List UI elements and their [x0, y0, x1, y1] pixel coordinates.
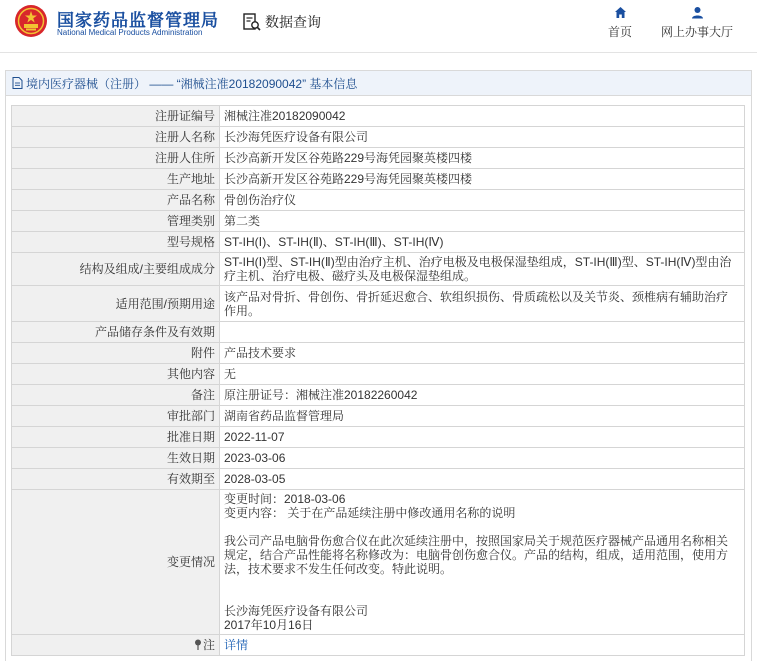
- table-row: [12, 364, 745, 385]
- table-row: [12, 448, 745, 469]
- nav-online-hall[interactable]: [657, 6, 737, 40]
- table-row: [12, 406, 745, 427]
- national-emblem-icon: [14, 4, 48, 38]
- document-search-icon: [242, 12, 262, 32]
- panel-title-text: 境内医疗器械（注册） —— “湘械注准20182090042” 基本信息: [26, 76, 358, 91]
- row-value: 长沙高新开发区谷苑路229号海凭园聚英楼四楼: [220, 148, 745, 169]
- row-value: 2022-11-07: [220, 427, 745, 448]
- details-link[interactable]: 详情: [224, 638, 249, 652]
- note-label-cell: [12, 635, 220, 656]
- detail-table: [11, 105, 745, 656]
- nav-online-hall-label: 网上办事大厅: [660, 25, 733, 39]
- row-value: 第二类: [220, 211, 745, 232]
- row-value: 该产品对骨折、骨创伤、骨折延迟愈合、软组织损伤、骨质疏松以及关节炎、颈椎病有辅助治疗作用。: [220, 286, 745, 322]
- table-row: [12, 469, 745, 490]
- row-label: 批准日期: [12, 427, 220, 448]
- table-row: [12, 169, 745, 190]
- table-row: [12, 490, 745, 635]
- row-value: ST-IH(Ⅰ)型、ST-IH(Ⅱ)型由治疗主机、治疗电极及电极保湿垫组成，ST-IH(Ⅲ)型、ST-IH(Ⅳ)型由治疗主机、治疗电极、磁疗头及电极保湿垫组成。: [220, 253, 745, 286]
- table-row: [12, 322, 745, 343]
- row-label: 备注: [12, 385, 220, 406]
- row-value: 无: [220, 364, 745, 385]
- row-value: ST-IH(Ⅰ)、ST-IH(Ⅱ)、ST-IH(Ⅲ)、ST-IH(Ⅳ): [220, 232, 745, 253]
- table-row: [12, 127, 745, 148]
- table-row: [12, 385, 745, 406]
- user-icon: [691, 6, 704, 19]
- site-name-en: National Medical Products Administration: [57, 28, 203, 37]
- row-value: 湘械注准20182090042: [220, 106, 745, 127]
- row-label: 适用范围/预期用途: [12, 286, 220, 322]
- table-row: [12, 343, 745, 364]
- change-history-value: 变更时间：2018-03-06 变更内容： 关于在产品延续注册中修改通用名称的说明 我公司产品电脑骨伤愈合仪在此次延续注册中，按照国家局关于规范医疗器械产品通用名称相关规定，结合产品性能将名称修改为：电脑骨创伤愈合仪。产品的结构，组成，适用范围，使用方法，技术要求不发生任何改变。特此说明。 长沙海凭医疗设备有限公司 2017年10月16日: [220, 490, 745, 635]
- site-header: [0, 0, 757, 52]
- table-row: [12, 286, 745, 322]
- header-divider: [0, 52, 757, 53]
- table-row: [12, 106, 745, 127]
- data-query-label: 数据查询: [265, 14, 321, 30]
- row-value: 2028-03-05: [220, 469, 745, 490]
- table-row: [12, 211, 745, 232]
- table-row: [12, 635, 745, 656]
- row-value: 湖南省药品监督管理局: [220, 406, 745, 427]
- row-value: 骨创伤治疗仪: [220, 190, 745, 211]
- nav-home[interactable]: [605, 6, 635, 40]
- pin-icon: [194, 639, 202, 650]
- home-icon: [614, 6, 627, 19]
- panel-title: [6, 71, 751, 96]
- info-panel: [5, 70, 752, 661]
- row-label: 有效期至: [12, 469, 220, 490]
- row-label: 注册证编号: [12, 106, 220, 127]
- data-query-link[interactable]: [242, 10, 321, 34]
- row-label: 生产地址: [12, 169, 220, 190]
- row-label: 产品储存条件及有效期: [12, 322, 220, 343]
- row-value: 2023-03-06: [220, 448, 745, 469]
- row-value: 长沙海凭医疗设备有限公司: [220, 127, 745, 148]
- row-label: 产品名称: [12, 190, 220, 211]
- table-row: [12, 427, 745, 448]
- table-row: [12, 232, 745, 253]
- row-label: 结构及组成/主要组成成分: [12, 253, 220, 286]
- row-label: 注册人住所: [12, 148, 220, 169]
- nav-home-label: 首页: [607, 25, 632, 39]
- row-value: 原注册证号：湘械注准20182260042: [220, 385, 745, 406]
- row-value: [220, 635, 745, 656]
- row-label: 型号规格: [12, 232, 220, 253]
- row-label: 附件: [12, 343, 220, 364]
- table-row: [12, 190, 745, 211]
- row-label: 注: [202, 638, 215, 652]
- site-name-cn: 国家药品监督管理局: [57, 11, 219, 30]
- row-label: 生效日期: [12, 448, 220, 469]
- row-label: 注册人名称: [12, 127, 220, 148]
- row-label: 其他内容: [12, 364, 220, 385]
- row-value: 产品技术要求: [220, 343, 745, 364]
- row-label: 变更情况: [12, 490, 220, 635]
- table-row: [12, 148, 745, 169]
- row-label: 审批部门: [12, 406, 220, 427]
- row-label: 管理类别: [12, 211, 220, 232]
- row-value: [220, 322, 745, 343]
- document-icon: [12, 77, 23, 89]
- row-value: 长沙高新开发区谷苑路229号海凭园聚英楼四楼: [220, 169, 745, 190]
- table-row: [12, 253, 745, 286]
